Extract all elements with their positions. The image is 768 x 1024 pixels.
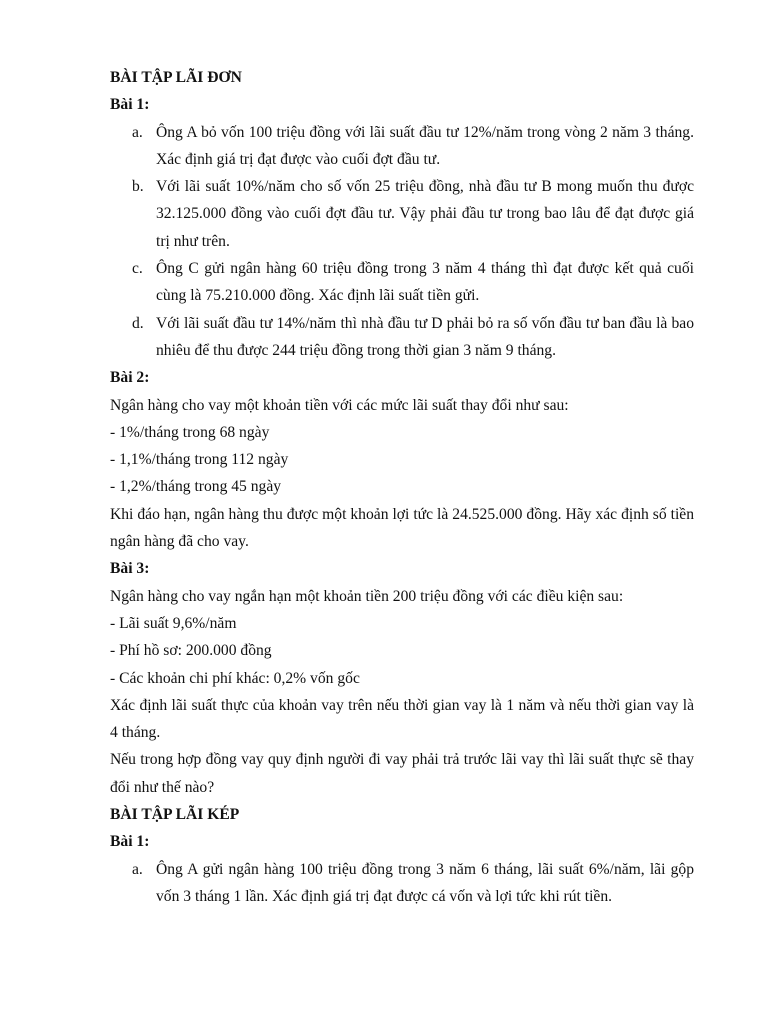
list-item bbox=[110, 310, 694, 365]
list-item-text: Ông A bỏ vốn 100 triệu đồng với lãi suất đầu tư 12%/năm trong vòng 2 năm 3 tháng. Xác định giá trị đạt được vào cuối đợt đầu tư. bbox=[156, 123, 694, 168]
list-item bbox=[110, 255, 694, 310]
exercise-1-label: Bài 1: bbox=[110, 96, 150, 114]
section-title-compound-interest: BÀI TẬP LÃI KÉP bbox=[110, 806, 240, 824]
rate-line: - 1,2%/tháng trong 45 ngày bbox=[110, 478, 282, 496]
list-marker: d. bbox=[132, 314, 144, 332]
exercise-2-label: Bài 2: bbox=[110, 369, 150, 387]
list-marker: a. bbox=[132, 123, 143, 141]
exercise-1-list bbox=[110, 119, 694, 365]
list-item bbox=[110, 119, 694, 174]
condition-line: - Phí hồ sơ: 200.000 đồng bbox=[110, 642, 272, 660]
list-marker: b. bbox=[132, 178, 144, 196]
document-page bbox=[110, 64, 694, 910]
exercise-3-question-1: Xác định lãi suất thực của khoản vay trên nếu thời gian vay là 1 năm và nếu thời gian vay là 4 tháng. bbox=[110, 696, 694, 742]
compound-exercise-1-list bbox=[110, 856, 694, 911]
list-item-text: Ông A gửi ngân hàng 100 triệu đồng trong 3 năm 6 tháng, lãi suất 6%/năm, lãi gộp vốn 3 tháng 1 lần. Xác định giá trị đạt được cá vốn và lợi tức khi rút tiền. bbox=[156, 860, 694, 905]
section-title-simple-interest: BÀI TẬP LÃI ĐƠN bbox=[110, 69, 242, 86]
rate-line: - 1,1%/tháng trong 112 ngày bbox=[110, 451, 289, 469]
list-item-text: Với lãi suất đầu tư 14%/năm thì nhà đầu tư D phải bỏ ra số vốn đầu tư ban đầu là bao nhiêu để thu được 244 triệu đồng trong thời gian 3 năm 9 tháng. bbox=[156, 314, 694, 359]
list-marker: a. bbox=[132, 860, 143, 878]
exercise-2-intro: Ngân hàng cho vay một khoản tiền với các mức lãi suất thay đổi như sau: bbox=[110, 396, 569, 414]
list-item bbox=[110, 856, 694, 911]
condition-line: - Các khoản chi phí khác: 0,2% vốn gốc bbox=[110, 669, 360, 687]
list-item bbox=[110, 173, 694, 255]
list-item-text: Ông C gửi ngân hàng 60 triệu đồng trong 3 năm 4 tháng thì đạt được kết quả cuối cùng là 75.210.000 đồng. Xác định lãi suất tiền gửi. bbox=[156, 260, 694, 305]
compound-exercise-1-label: Bài 1: bbox=[110, 833, 150, 851]
condition-line: - Lãi suất 9,6%/năm bbox=[110, 614, 237, 632]
exercise-2-question: Khi đáo hạn, ngân hàng thu được một khoản lợi tức là 24.525.000 đồng. Hãy xác định số tiền ngân hàng đã cho vay. bbox=[110, 505, 694, 551]
exercise-3-question-2: Nếu trong hợp đồng vay quy định người đi vay phải trả trước lãi vay thì lãi suất thực sẽ thay đổi như thế nào? bbox=[110, 751, 694, 796]
exercise-3-intro: Ngân hàng cho vay ngắn hạn một khoản tiền 200 triệu đồng với các điều kiện sau: bbox=[110, 587, 624, 605]
rate-line: - 1%/tháng trong 68 ngày bbox=[110, 423, 270, 441]
list-marker: c. bbox=[132, 260, 143, 278]
list-item-text: Với lãi suất 10%/năm cho số vốn 25 triệu đồng, nhà đầu tư B mong muốn thu được 32.125.000 đồng vào cuối đợt đầu tư. Vậy phải đầu tư trong bao lâu để đạt được giá trị như trên. bbox=[156, 178, 694, 250]
exercise-3-label: Bài 3: bbox=[110, 560, 150, 578]
